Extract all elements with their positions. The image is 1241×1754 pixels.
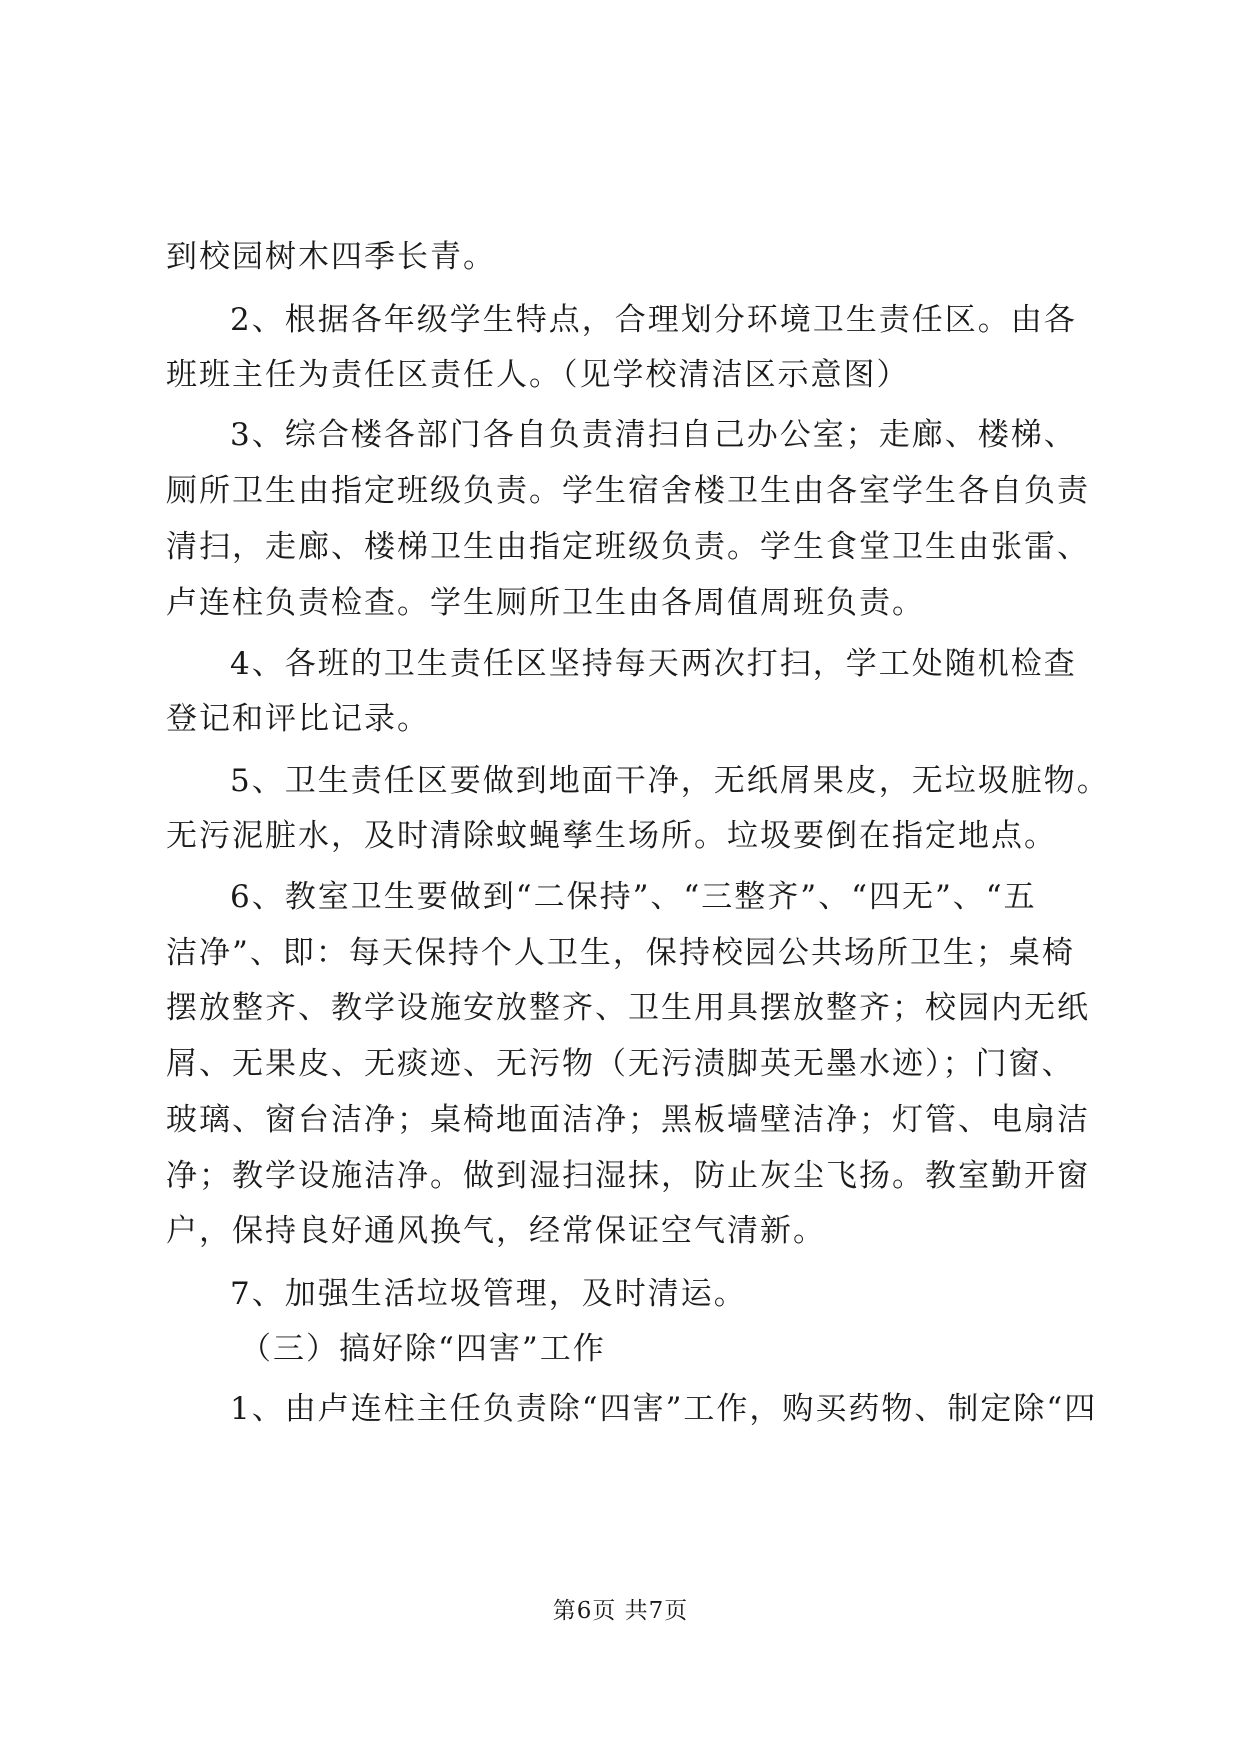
body-line: 班班主任为责任区责任人。（见学校清洁区示意图） — [166, 357, 910, 393]
body-line: 到校园树木四季长青。 — [166, 239, 496, 275]
body-line: 无污泥脏水，及时清除蚊蝇孳生场所。垃圾要倒在指定地点。 — [166, 818, 1057, 854]
body-line: 屑、无果皮、无痰迹、无污物（无污渍脚英无墨水迹）；门窗、 — [166, 1046, 1075, 1082]
body-line: 净；教学设施洁净。做到湿扫湿抹，防止灰尘飞扬。教室勤开窗 — [166, 1158, 1090, 1194]
body-line: 5、卫生责任区要做到地面干净，无纸屑果皮，无垃圾脏物。 — [230, 763, 1110, 799]
body-line: 6、教室卫生要做到“二保持”、“三整齐”、“四无”、“五 — [230, 879, 1037, 915]
body-line: 摆放整齐、教学设施安放整齐、卫生用具摆放整齐；校园内无纸 — [166, 990, 1090, 1026]
body-line: 户，保持良好通风换气，经常保证空气清新。 — [166, 1213, 826, 1249]
page-footer — [0, 1596, 1241, 1626]
section-heading: （三）搞好除“四害”工作 — [240, 1331, 606, 1367]
body-line: 清扫，走廊、楼梯卫生由指定班级负责。学生食堂卫生由张雷、 — [166, 529, 1090, 565]
body-line: 2、根据各年级学生特点，合理划分环境卫生责任区。由各 — [230, 302, 1077, 338]
body-line: 登记和评比记录。 — [166, 701, 430, 737]
body-line: 卢连柱负责检查。学生厕所卫生由各周值周班负责。 — [166, 585, 925, 621]
body-line: 洁净”、即：每天保持个人卫生，保持校园公共场所卫生；桌椅 — [166, 935, 1075, 971]
body-line: 1、由卢连柱主任负责除“四害”工作，购买药物、制定除“四 — [230, 1391, 1098, 1427]
body-line: 玻璃、窗台洁净；桌椅地面洁净；黑板墙壁洁净；灯管、电扇洁 — [166, 1102, 1090, 1138]
body-line: 厕所卫生由指定班级负责。学生宿舍楼卫生由各室学生各自负责 — [166, 473, 1090, 509]
page-number: 第6页 共7页 — [552, 1598, 689, 1624]
body-line: 7、加强生活垃圾管理，及时清运。 — [230, 1276, 747, 1312]
body-line: 4、各班的卫生责任区坚持每天两次打扫，学工处随机检查 — [230, 646, 1077, 682]
body-line: 3、综合楼各部门各自负责清扫自己办公室；走廊、楼梯、 — [230, 417, 1077, 453]
